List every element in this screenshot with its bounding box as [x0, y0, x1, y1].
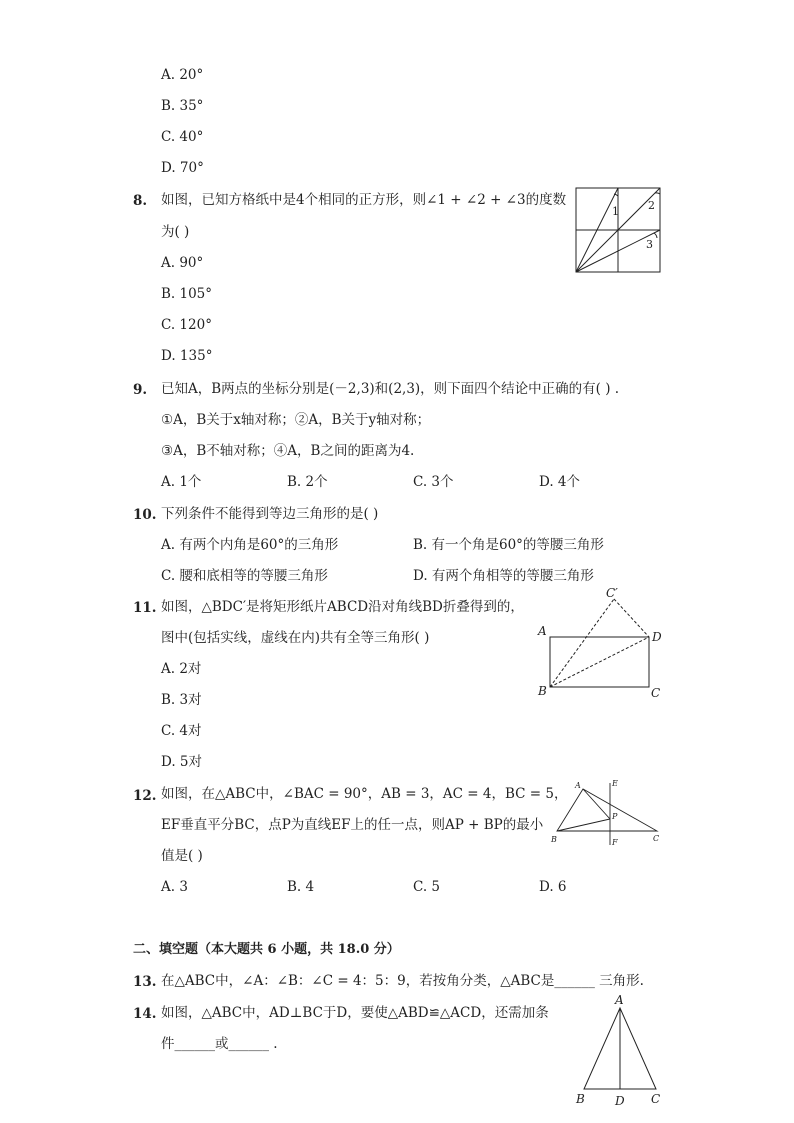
q12-label-a: A: [575, 781, 581, 790]
q11-label-c: C: [651, 686, 661, 700]
q8-angle-label-1: 1: [612, 205, 619, 218]
q8-number: 8.: [133, 193, 148, 209]
section-2-heading: 二、填空题（本大题共 6 小题，共 18.0 分）: [133, 942, 400, 957]
q10-option-a: A. 有两个内角是60°的三角形: [161, 537, 339, 553]
q9-number: 9.: [133, 382, 148, 398]
q12-option-b: B. 4: [287, 879, 315, 895]
q11-label-c-prime: C′: [606, 586, 618, 600]
q9-stem-line3: ③A，B不轴对称；④A，B之间的距离为4.: [161, 443, 415, 459]
q11-fold-bcp: [550, 599, 614, 687]
q13-stem-line1: 在△ABC中，∠A：∠B：∠C = 4：5：9，若按角分类，△ABC是______ 三角形.: [161, 973, 644, 989]
q9-option-b: B. 2个: [287, 474, 328, 490]
q8-stem-line2: 为( ): [161, 224, 190, 240]
q12-label-f: F: [612, 838, 618, 847]
q12-segment-ap: [583, 789, 610, 819]
q14-label-b: B: [576, 1092, 585, 1106]
q10-stem-line1: 下列条件不能得到等边三角形的是( ): [161, 506, 379, 522]
q9-stem-line2: ①A，B关于x轴对称；②A，B关于y轴对称；: [161, 412, 431, 428]
q12-label-e: E: [612, 779, 618, 788]
q8-angle-label-3: 3: [646, 238, 653, 251]
q8-option-b: B. 105°: [161, 286, 213, 302]
q9-option-c: C. 3个: [413, 474, 454, 490]
q12-option-d: D. 6: [539, 879, 567, 895]
q11-fold-figure: [530, 585, 670, 705]
q10-option-d: D. 有两个角相等的等腰三角形: [413, 568, 594, 584]
q11-number: 11.: [133, 600, 157, 616]
q12-label-c: C: [653, 834, 660, 843]
q11-option-a: A. 2对: [161, 661, 202, 677]
q14-label-d: D: [615, 1094, 625, 1108]
q14-triangle-figure: [570, 990, 670, 1115]
q11-option-d: D. 5对: [161, 754, 203, 770]
q11-diagonal-bd: [550, 637, 649, 687]
q12-option-a: A. 3: [161, 879, 188, 895]
q12-option-c: C. 5: [413, 879, 441, 895]
q12-label-p: P: [612, 812, 618, 821]
q12-segment-bp: [557, 819, 610, 831]
q10-option-c: C. 腰和底相等的等腰三角形: [161, 568, 328, 584]
q11-stem-line2: 图中(包括实线，虚线在内)共有全等三角形( ): [161, 630, 430, 646]
q8-grid-figure: [570, 182, 670, 277]
q8-option-d: D. 135°: [161, 348, 213, 364]
q9-stem-line1: 已知A，B两点的坐标分别是(－2,3)和(2,3)，则下面四个结论中正确的有( ) .: [161, 381, 620, 397]
q11-label-b: B: [538, 684, 547, 698]
q12-stem-line2: EF垂直平分BC，点P为直线EF上的任一点，则AP + BP的最小: [161, 817, 544, 833]
q8-arc-3: [654, 233, 657, 238]
q10-option-b: B. 有一个角是60°的等腰三角形: [413, 537, 604, 553]
q7-option-c: C. 40°: [161, 129, 204, 145]
q14-label-a: A: [615, 993, 624, 1007]
q14-number: 14.: [133, 1006, 157, 1022]
q12-stem-line3: 值是( ): [161, 848, 203, 864]
q8-option-c: C. 120°: [161, 317, 212, 333]
q12-label-b: B: [551, 835, 557, 844]
q14-stem-line2: 件______或______ .: [161, 1036, 278, 1052]
q7-option-a: A. 20°: [161, 67, 204, 83]
q7-option-d: D. 70°: [161, 160, 204, 176]
q11-fold-cpd: [614, 599, 649, 637]
q12-triangle-figure: [545, 775, 670, 850]
q11-option-b: B. 3对: [161, 692, 202, 708]
q14-label-c: C: [651, 1092, 661, 1106]
q12-stem-line1: 如图，在△ABC中，∠BAC = 90°，AB = 3，AC = 4，BC = 5，: [161, 786, 568, 802]
q8-stem-line1: 如图，已知方格纸中是4个相同的正方形，则∠1 + ∠2 + ∠3的度数: [161, 192, 567, 208]
q9-option-a: A. 1个: [161, 474, 202, 490]
q11-label-a: A: [538, 624, 547, 638]
q13-number: 13.: [133, 974, 157, 990]
q11-option-c: C. 4对: [161, 723, 202, 739]
q12-number: 12.: [133, 788, 157, 804]
q7-option-b: B. 35°: [161, 98, 204, 114]
q9-option-d: D. 4个: [539, 474, 581, 490]
q11-stem-line1: 如图，△BDC′是将矩形纸片ABCD沿对角线BD折叠得到的，: [161, 599, 524, 615]
q14-stem-line1: 如图，△ABC中，AD⊥BC于D，要使△ABD≌△ACD，还需加条: [161, 1005, 549, 1021]
q8-angle-label-2: 2: [648, 199, 655, 212]
q12-triangle-abc: [557, 789, 657, 831]
q10-number: 10.: [133, 507, 157, 523]
q11-label-d: D: [652, 630, 662, 644]
q8-option-a: A. 90°: [161, 255, 204, 271]
q8-arc-2: [655, 193, 660, 194]
